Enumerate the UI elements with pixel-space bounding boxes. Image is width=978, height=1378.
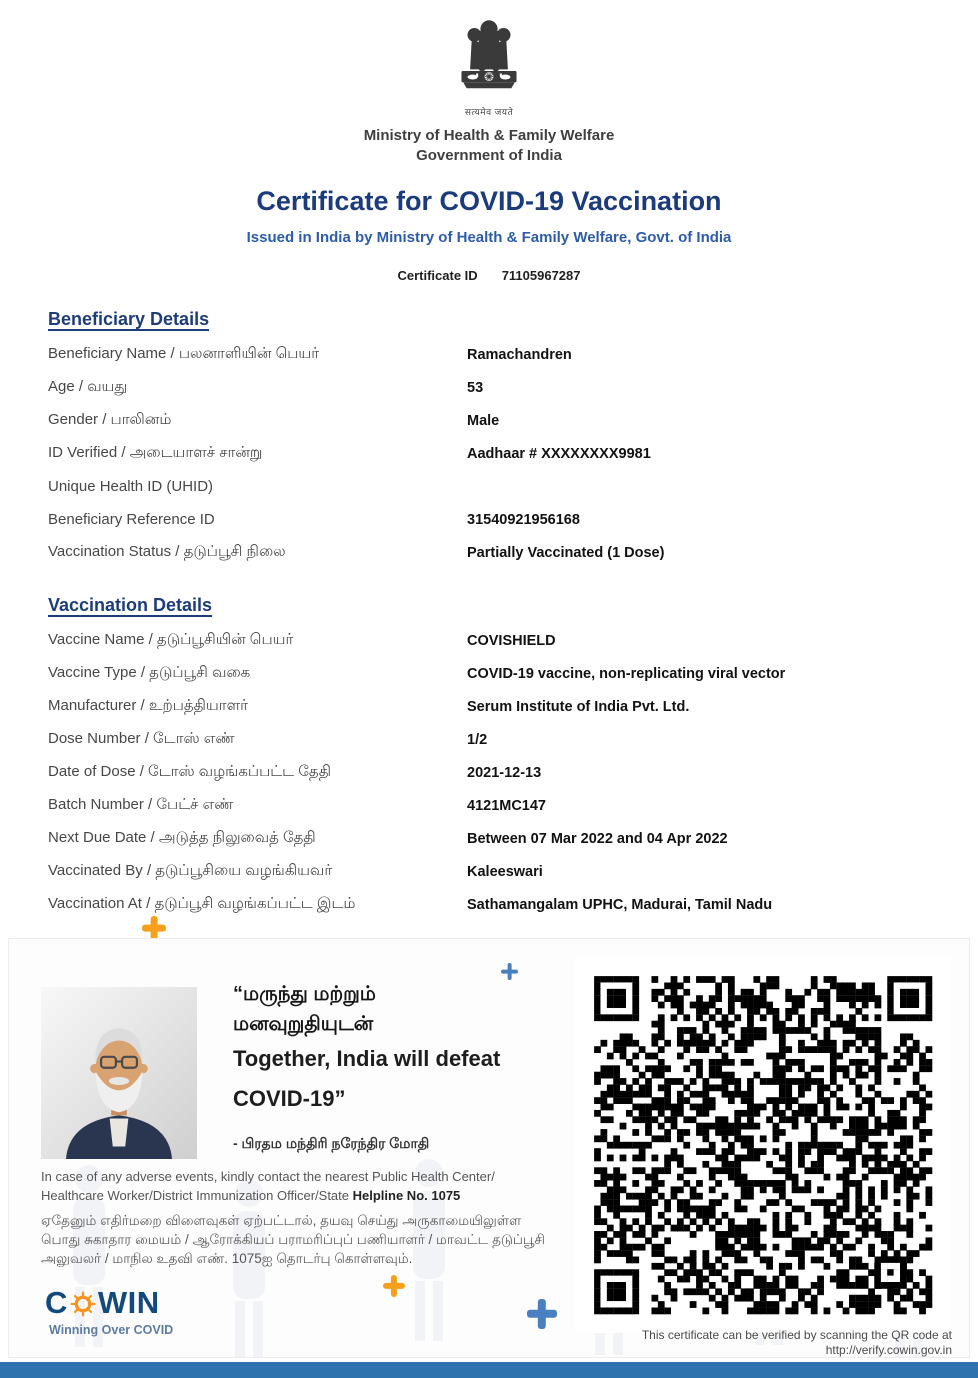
plus-icon <box>501 963 518 980</box>
detail-row <box>48 789 948 822</box>
emblem-motto: सत्यमेव जयते <box>464 107 514 117</box>
ashoka-emblem-icon <box>446 12 532 106</box>
plus-icon <box>527 1299 557 1329</box>
field-value: COVID-19 vaccine, non-replicating viral vector <box>467 665 786 682</box>
quote-english-line-2: COVID-19” <box>233 1086 346 1111</box>
certificate-title: Certificate for COVID-19 Vaccination <box>256 186 722 216</box>
plus-icon <box>383 1275 405 1297</box>
field-value: Kaleeswari <box>467 863 543 880</box>
detail-row <box>48 536 948 569</box>
cowin-tagline: Winning Over COVID <box>49 1323 174 1337</box>
pm-portrait-illustration <box>41 987 197 1159</box>
field-label: Age / வயது <box>48 378 128 395</box>
verify-line-1: This certificate can be verified by scanning the QR code at <box>641 1328 952 1342</box>
helpline-number: Helpline No. 1075 <box>352 1188 461 1203</box>
detail-row <box>48 470 948 503</box>
quote-tamil-line-2: மனவுறுதியுடன் <box>233 1013 374 1035</box>
detail-row <box>48 624 948 657</box>
field-value: 1/2 <box>467 731 488 748</box>
field-value: 31540921956168 <box>467 511 580 528</box>
ministry-line-1: Ministry of Health & Family Welfare <box>363 127 615 144</box>
quote-attribution: - பிரதம மந்திரி நரேந்திர மோதி <box>233 1135 430 1151</box>
footer-bar <box>0 1362 978 1378</box>
detail-row <box>48 338 948 371</box>
verify-url: http://verify.cowin.gov.in <box>825 1343 952 1357</box>
cowin-o-icon <box>70 1291 96 1317</box>
detail-row <box>48 690 948 723</box>
adverse-line-2: Healthcare Worker/District Immunization Officer/State <box>41 1188 353 1203</box>
adverse-note-tamil: ஏதேனும் எதிர்மறை விளைவுகள் ஏற்பட்டால், தயவு செய்து அருகாமையிலுள்ள பொது சுகாதார மையம் / ஆரோக்கியப் பராமரிப்புப் பணியாளர் / மாவட்ட தடுப்பூசி அலுவலர் / மாநில உதவி எண். 1075ஐ தொடர்பு கொள்ளவும். <box>41 1213 545 1266</box>
national-emblem <box>446 12 532 118</box>
field-label: Vaccinated By / தடுப்பூசியை வழங்கியவர் <box>48 862 333 879</box>
field-value: Male <box>467 412 500 429</box>
field-label: ID Verified / அடையாளச் சான்று <box>48 444 263 461</box>
field-label: Vaccine Name / தடுப்பூசியின் பெயர் <box>48 631 294 648</box>
cowin-prefix: C <box>45 1285 68 1320</box>
detail-row <box>48 855 948 888</box>
adverse-line-1: In case of any adverse events, kindly contact the nearest Public Health Center/ <box>41 1169 495 1184</box>
detail-row <box>48 723 948 756</box>
footer-panel <box>8 938 970 1358</box>
quote-english-line-1: Together, India will defeat <box>233 1046 501 1071</box>
field-value: 2021-12-13 <box>467 764 542 781</box>
cowin-wordmark <box>45 1285 173 1321</box>
certificate-id-label: Certificate ID <box>397 268 478 283</box>
field-label: Beneficiary Name / பலனாளியின் பெயர் <box>48 345 320 362</box>
detail-row <box>48 888 948 921</box>
certificate-header <box>0 0 978 283</box>
field-label: Vaccine Type / தடுப்பூசி வகை <box>48 664 251 681</box>
certificate-id-value: 71105967287 <box>501 268 581 283</box>
certificate-id <box>0 268 978 283</box>
field-value: 53 <box>467 379 484 396</box>
field-label: Vaccination Status / தடுப்பூசி நிலை <box>48 543 286 560</box>
detail-row <box>48 756 948 789</box>
detail-row <box>48 404 948 437</box>
details-section <box>0 309 978 921</box>
quote-tamil-line-1: “மருந்து மற்றும் <box>233 983 376 1005</box>
cowin-suffix: WIN <box>97 1285 160 1320</box>
beneficiary-section-title: Beneficiary Details <box>48 309 210 329</box>
field-label: Vaccination At / தடுப்பூசி வழங்கப்பட்ட இடம் <box>48 895 356 912</box>
field-label: Dose Number / டோஸ் எண் <box>48 730 235 747</box>
cowin-logo <box>45 1285 173 1337</box>
field-value: Sathamangalam UPHC, Madurai, Tamil Nadu <box>467 896 773 913</box>
detail-row <box>48 822 948 855</box>
detail-row <box>48 437 948 470</box>
field-value: COVISHIELD <box>467 632 556 649</box>
pm-quote <box>233 979 573 1154</box>
field-label: Gender / பாலினம் <box>48 411 172 428</box>
ministry-line-2: Government of India <box>416 147 562 164</box>
qr-code <box>575 957 951 1333</box>
field-value: Aadhaar # XXXXXXXX9981 <box>467 445 651 462</box>
field-label: Next Due Date / அடுத்த நிலுவைத் தேதி <box>48 829 316 846</box>
field-value: Serum Institute of India Pvt. Ltd. <box>467 698 690 715</box>
field-value: 4121MC147 <box>467 797 546 814</box>
verify-note <box>642 1328 952 1358</box>
field-value: Partially Vaccinated (1 Dose) <box>467 544 665 561</box>
detail-row <box>48 371 948 404</box>
certificate-subtitle: Issued in India by Ministry of Health & Family Welfare, Govt. of India <box>246 229 732 246</box>
vaccination-section-title: Vaccination Details <box>48 595 213 615</box>
detail-row <box>48 657 948 690</box>
field-label: Unique Health ID (UHID) <box>48 478 214 495</box>
plus-icon <box>142 916 166 940</box>
pm-photo <box>41 987 197 1159</box>
field-label: Batch Number / பேட்ச் எண் <box>48 796 234 813</box>
field-label: Manufacturer / உற்பத்தியாளர் <box>48 697 248 714</box>
field-label: Beneficiary Reference ID <box>48 511 215 528</box>
field-value: Ramachandren <box>467 346 572 363</box>
adverse-note <box>41 1167 581 1205</box>
field-label: Date of Dose / டோஸ் வழங்கப்பட்ட தேதி <box>48 763 331 780</box>
detail-row <box>48 503 948 536</box>
field-value: Between 07 Mar 2022 and 04 Apr 2022 <box>467 830 728 847</box>
ministry-name <box>0 126 978 166</box>
